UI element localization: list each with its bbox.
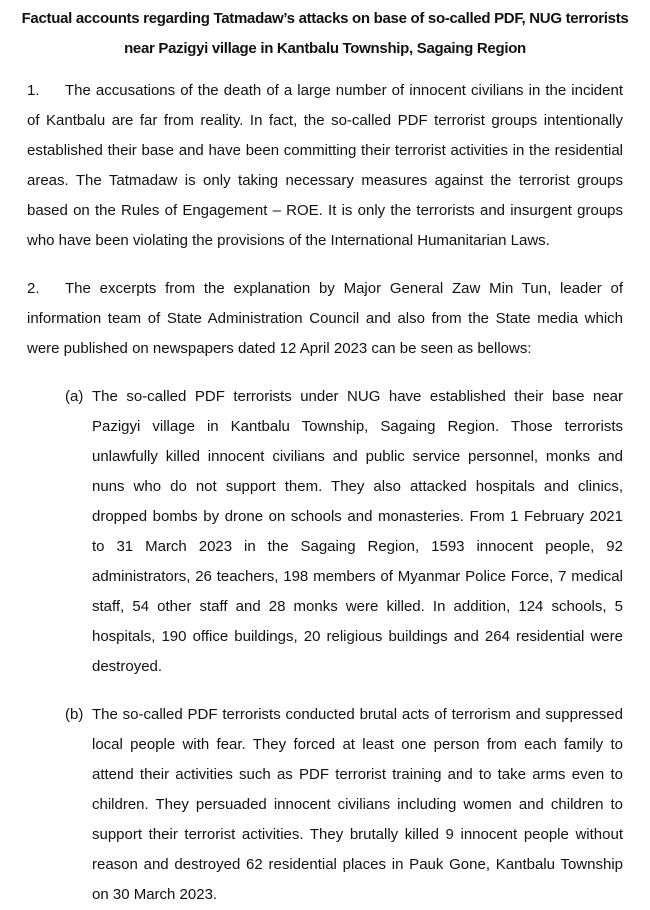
paragraph-2-text: The excerpts from the explanation by Major General Zaw Min Tun, leader of information team of State Administration Council and also from the State media which were published on newspapers dated 12 April 2023 can be seen as bellows: — [27, 280, 623, 357]
list-item-a-label: (a) — [65, 388, 84, 405]
paragraph-1 — [27, 76, 623, 256]
paragraph-1-number: 1. — [27, 82, 40, 99]
document-title-line-2: near Pazigyi village in Kantbalu Township, Sagaing Region — [124, 40, 526, 57]
paragraph-2 — [27, 274, 623, 364]
document-title-line-1: Factual accounts regarding Tatmadaw’s attacks on base of so-called PDF, NUG terrorists — [21, 10, 629, 27]
paragraph-2-number: 2. — [27, 280, 40, 297]
list-item-b-text: The so-called PDF terrorists conducted brutal acts of terrorism and suppressed local people with fear. They forced at least one person from each family to attend their activities such as PDF terrorist training and to take arms even to children. They persuaded innocent civilians including women and children to support their terrorist activities. They brutally killed 9 innocent people without reason and destroyed 62 residential places in Pauk Gone, Kantbalu Township on 30 March 2023. — [92, 706, 623, 903]
list-item-a — [65, 382, 623, 682]
paragraph-1-text: The accusations of the death of a large number of innocent civilians in the incident of Kantbalu are far from reality. In fact, the so-called PDF terrorist groups intentionally established their base and have been committing their terrorist activities in the residential areas. The Tatmadaw is only taking necessary measures against the terrorist groups based on the Rules of Engagement – ROE. It is only the terrorists and insurgent groups who have been violating the provisions of the International Humanitarian Laws. — [27, 82, 623, 249]
list-item-a-text: The so-called PDF terrorists under NUG have established their base near Pazigyi village in Kantbalu Township, Sagaing Region. Those terrorists unlawfully killed innocent civilians and public service personnel, monks and nuns who do not support them. They also attacked hospitals and clinics, dropped bombs by drone on schools and monasteries. From 1 February 2021 to 31 March 2023 in the Sagaing Region, 1593 innocent people, 92 administrators, 26 teachers, 198 members of Myanmar Police Force, 7 medical staff, 54 other staff and 28 monks were killed. In addition, 124 schools, 5 hospitals, 190 office buildings, 20 religious buildings and 264 residential were destroyed. — [92, 388, 623, 675]
list-item-b-label: (b) — [65, 706, 84, 723]
list-item-b — [65, 700, 623, 910]
document-title — [21, 4, 629, 64]
